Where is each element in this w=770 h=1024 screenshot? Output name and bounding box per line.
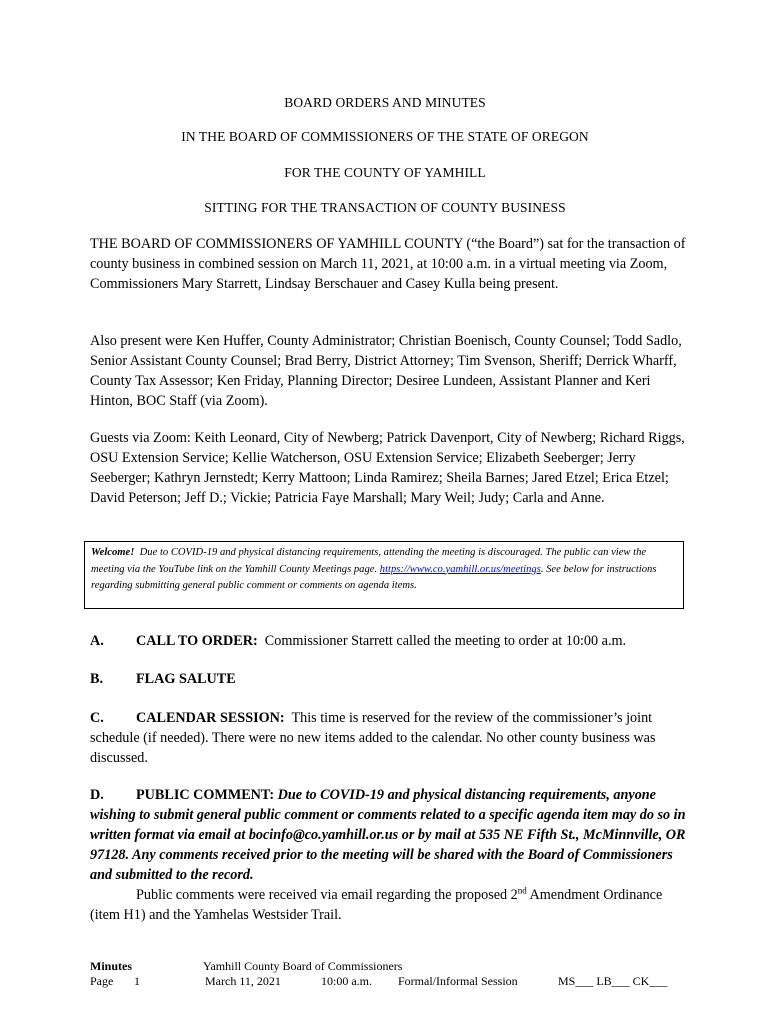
section-a	[90, 631, 690, 651]
section-d-text-after: Amendment Ordinance (item H1) and the Yamhelas Westsider Trail.	[90, 887, 663, 923]
footer-org: Yamhill County Board of Commissioners	[203, 959, 403, 973]
section-c-letter: C.	[90, 710, 104, 726]
section-d	[90, 785, 692, 925]
footer-page-label: Page	[90, 974, 114, 988]
section-c-title: CALENDAR SESSION:	[136, 710, 285, 726]
footer-date: March 11, 2021	[205, 974, 281, 988]
section-b-letter: B.	[90, 671, 104, 687]
heading-county: FOR THE COUNTY OF YAMHILL	[284, 165, 486, 180]
meetings-link[interactable]: https://www.co.yamhill.or.us/meetings	[379, 563, 541, 575]
ordinal-suffix: nd	[517, 885, 527, 896]
footer-initials: MS___ LB___ CK___	[558, 974, 668, 988]
section-d-title: PUBLIC COMMENT:	[136, 787, 275, 803]
heading-board-orders: BOARD ORDERS AND MINUTES	[284, 95, 486, 110]
section-c-text: This time is reserved for the review of the commissioner’s joint schedule (if needed). There were no new items added to the calendar. No other county business was discussed.	[90, 710, 656, 766]
footer-time: 10:00 a.m.	[321, 974, 372, 988]
notice-text-2: . See below for instructions regarding submitting general public comment or comments on agenda items.	[91, 563, 657, 591]
intro-paragraph: THE BOARD OF COMMISSIONERS OF YAMHILL COUNTY (“the Board”) sat for the transaction of county business in combined session on March 11, 2021, at 10:00 a.m. in a virtual meeting via Zoom, Commissioners Mary Starrett, Lindsay Berschauer and Casey Kulla being present.	[90, 236, 686, 292]
section-b-title: FLAG SALUTE	[136, 671, 236, 687]
heading-sitting: SITTING FOR THE TRANSACTION OF COUNTY BUSINESS	[204, 200, 566, 215]
section-c	[90, 708, 690, 768]
heading-board-of-commissioners: IN THE BOARD OF COMMISSIONERS OF THE STATE OF OREGON	[181, 129, 589, 144]
footer-page-number: 1	[134, 974, 140, 988]
public-comment-instructions: Due to COVID-19 and physical distancing requirements, anyone wishing to submit general public comment or comments related to a specific agenda item may do so in written format via email at bocinfo@co.yamhill.or.us or by mail at 535 NE Fifth St., McMinnville, OR 97128. Any comments received prior to the meeting will be shared with the Board of Commissioners and submitted to the record.	[90, 787, 686, 883]
welcome-label: Welcome!	[91, 547, 135, 558]
section-b	[90, 669, 690, 689]
section-a-title: CALL TO ORDER:	[136, 633, 258, 649]
also-present-paragraph: Also present were Ken Huffer, County Administrator; Christian Boenisch, County Counsel; Todd Sadlo, Senior Assistant County Counsel; Brad Berry, District Attorney; Tim Svenson, Sheriff; Derrick Wharff, County Tax Assessor; Ken Friday, Planning Director; Desiree Lundeen, Assistant Planner and Keri Hinton, BOC Staff (via Zoom).	[90, 333, 682, 409]
section-d-letter: D.	[90, 787, 104, 803]
section-a-letter: A.	[90, 633, 104, 649]
page-footer	[90, 959, 710, 993]
section-a-text: Commissioner Starrett called the meeting to order at 10:00 a.m.	[264, 633, 627, 649]
welcome-notice-box	[84, 541, 684, 609]
guests-paragraph: Guests via Zoom: Keith Leonard, City of Newberg; Patrick Davenport, City of Newberg; Richard Riggs, OSU Extension Service; Kellie Watcherson, OSU Extension Service; Elizabeth Seeberger; Jerry Seeberger; Kathryn Jernstedt; Kerry Mattoon; Linda Ramirez; Sheila Barnes; Jared Etzel; Erica Etzel; David Peterson; Jeff D.; Vickie; Patricia Faye Marshall; Mary Weil; Judy; Carla and Anne.	[90, 430, 685, 506]
notice-text: Due to COVID-19 and physical distancing requirements, attending the meeting is discouraged. The public can view the meeting via the YouTube link on the Yamhill County Meetings page.	[91, 547, 647, 575]
footer-minutes-label: Minutes	[90, 959, 132, 973]
section-d-text-before: Public comments were received via email regarding the proposed 2	[136, 887, 518, 903]
footer-session: Formal/Informal Session	[398, 974, 518, 988]
